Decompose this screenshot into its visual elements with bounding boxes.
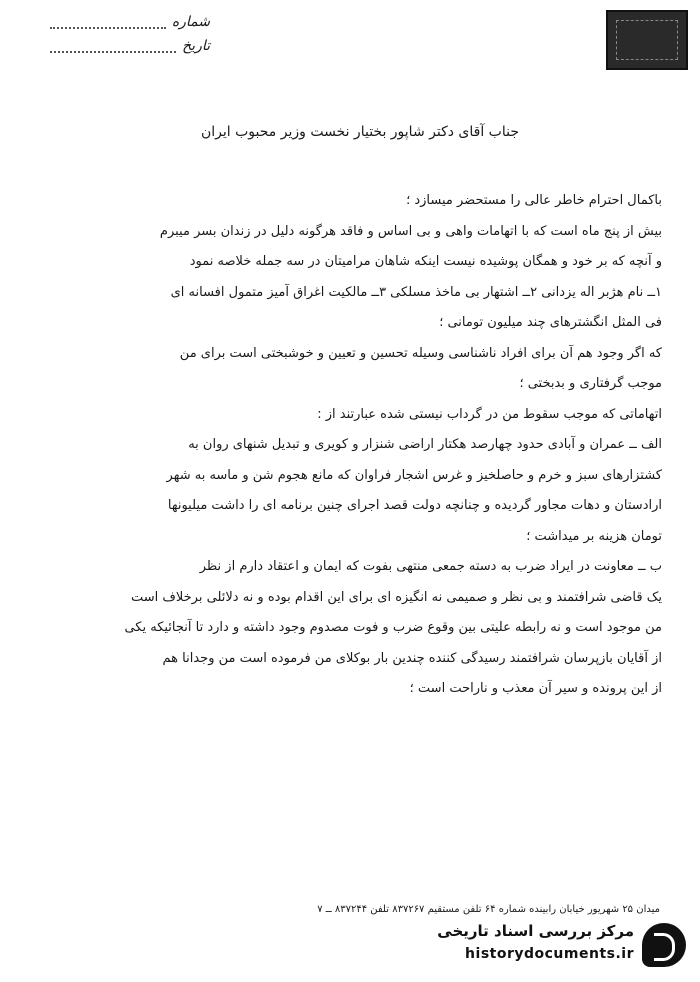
body-line: و آنچه که بر خود و همگان پوشیده نیست اینکه شاهان مرامیتان در سه جمله خلاصه نمود — [189, 254, 662, 269]
reference-block — [50, 10, 210, 58]
body-line: بیش از پنج ماه است که با اتهامات واهی و بی اساس و فاقد هرگونه دلیل در زندان بسر میبرم — [159, 223, 662, 239]
date-row — [50, 34, 210, 58]
archive-watermark — [420, 920, 692, 974]
seal-frame — [616, 20, 678, 60]
body-line: ۱ــ نام هژبر اله یزدانی ۲ــ اشتهار بی ماخذ مسلکی ۳ــ مالکیت اغراق آمیز متمول افسانه ای — [170, 284, 662, 300]
watermark-url: historydocuments.ir — [465, 946, 634, 962]
letterhead-seal — [606, 10, 688, 70]
watermark-title: مرکز بررسی اسناد تاریخی — [437, 922, 634, 940]
body-line: اتهاماتی که موجب سقوط من در گرداب نیستی شده عبارتند از : — [317, 406, 662, 422]
body-line: که اگر وجود هم آن برای افراد ناشناسی وسیله تحسین و تعیین و خوشبختی است برای من — [179, 345, 662, 361]
letterhead-footer: میدان ۲۵ شهریور خیابان رابینده شماره ۶۴ تلفن مستقیم ۸۳۷۲۶۷ تلفن ۸۳۷۲۴۴ ــ ۷ — [317, 904, 660, 915]
addressee-line: جناب آقای دکتر شاپور بختیار نخست وزیر محبوب ایران — [200, 124, 520, 140]
body-line: الف ــ عمران و آبادی حدود چهارصد هکتار اراضی شنزار و کویری و تبدیل شنهای روان به — [188, 437, 662, 452]
body-line: ارادستان و دهات مجاور گردیده و چنانچه دولت قصد اجرای چنین برنامه ای را داشت میلیونها — [167, 498, 662, 513]
body-line: ب ــ معاونت در ایراد ضرب به دسته جمعی منتهی بفوت که ایمان و اعتقاد دارم از نظر — [199, 559, 662, 574]
body-line: تومان هزینه بر میداشت ؛ — [526, 528, 662, 544]
body-line: موجب گرفتاری و بدبختی ؛ — [519, 376, 662, 391]
body-line: از این پرونده و سیر آن معذب و ناراحت است ؛ — [409, 681, 662, 696]
body-line: کشتزارهای سبز و خرم و حاصلخیز و غرس اشجار فراوان که مانع هجوم شن و ماسه به شهر — [166, 467, 662, 483]
date-dotted-line — [50, 39, 176, 53]
archive-logo-icon — [642, 923, 686, 967]
date-label: تاریخ — [182, 38, 210, 54]
number-label: شماره — [171, 14, 210, 30]
number-row — [50, 10, 210, 34]
letter-body — [40, 186, 662, 705]
body-line: فی المثل انگشترهای چند میلیون تومانی ؛ — [439, 315, 662, 330]
number-dotted-line — [50, 15, 166, 29]
body-line: از آقایان بازپرسان شرافتمند رسیدگی کننده چندین بار بوکلای من فرموده است من وجدانا هم — [162, 650, 662, 666]
body-line: یک قاضی شرافتمند و بی نظر و صمیمی نه انگیزه ای برای این اقدام بوده و نه دلائلی برخلاف است — [131, 589, 662, 605]
body-line: من موجود است و نه رابطه علیتی بین وقوع ضرب و فوت مصدوم وجود داشته و دارد تا آنجائیکه یکی — [124, 620, 662, 635]
body-line: باکمال احترام خاطر عالی را مستحضر میسازد ؛ — [406, 193, 662, 208]
